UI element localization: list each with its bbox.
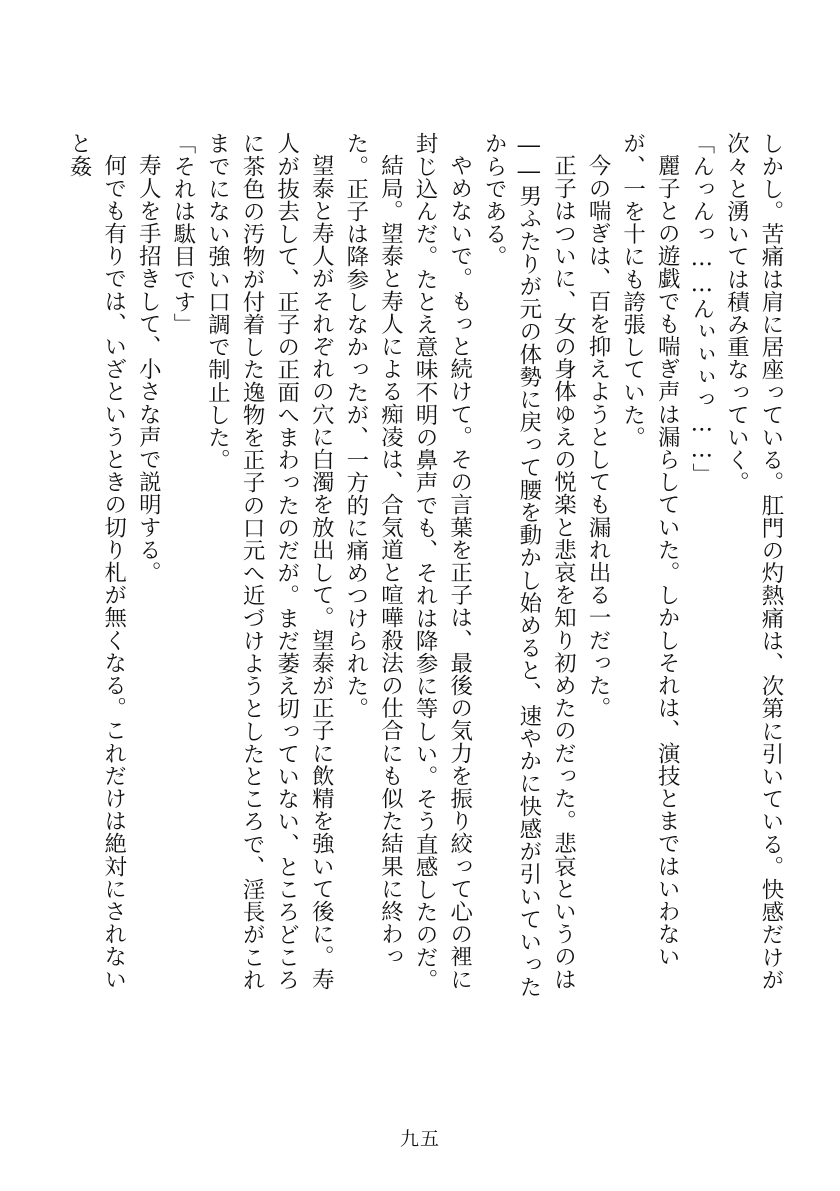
page-number: 九五 <box>399 1128 440 1150</box>
paragraph-7: 結局。望泰と寿人による痴凌は、合気道と喧嘩殺法の仕合にも似た結果に終わった。正子は降参しなかったが、一方的に痛めつけられた。 <box>342 132 404 968</box>
paragraph-6: やめないで。もっと続けて。その言葉を正子は、最後の気力を振り絞って心の裡に封じ込んだ。たとえ意味不明の鼻声でも、それは降参に等しい。そう直感したのだ。 <box>412 132 473 991</box>
paragraph-8: 望泰と寿人がそれぞれの穴に白濁を放出して。望泰が正子に飲精を強いて後に。寿人が抜去して、正子の正面へまわったのだが。まだ萎え切っていない、ところどころに茶色の汚物が付着した逸物を正子の口元へ近づけようとしたところで、淫長がこれまでにない強い口調で制止した。 <box>204 132 335 991</box>
paragraph-3: 麗子との遊戯でも喘ぎ声は漏らしていた。しかしそれは、演技とまではいわないが、一を十にも誇張していた。 <box>619 132 681 968</box>
paragraph-5: 正子はついに、女の身体ゆえの悦楽と悲哀を知り初めたのだった。悲哀というのは――男ふたりが元の体勢に戻って腰を動かし始めると、速やかに快感が引いていったからである。 <box>481 132 577 998</box>
paragraph-4: 今の喘ぎは、百を抑えようとしても漏れ出る一だった。 <box>585 154 612 720</box>
body-text <box>28 132 788 1002</box>
paragraph-10: 寿人を手招きして、小さな声で説明する。 <box>135 154 162 584</box>
paragraph-1: しかし。苦痛は肩に居座っている。肛門の灼熱痛は、次第に引いている。快感だけが次々と湧いては積み重なっていく。 <box>723 132 784 991</box>
paragraph-2: 「んっんっ……んぃぃぃっ……」 <box>688 132 715 486</box>
paragraph-11: 何でも有りでは、いざというときの切り札が無くなる。これだけは絶対にされないと姦 <box>66 132 127 991</box>
paragraph-9: 「それは駄目です」 <box>169 132 196 336</box>
